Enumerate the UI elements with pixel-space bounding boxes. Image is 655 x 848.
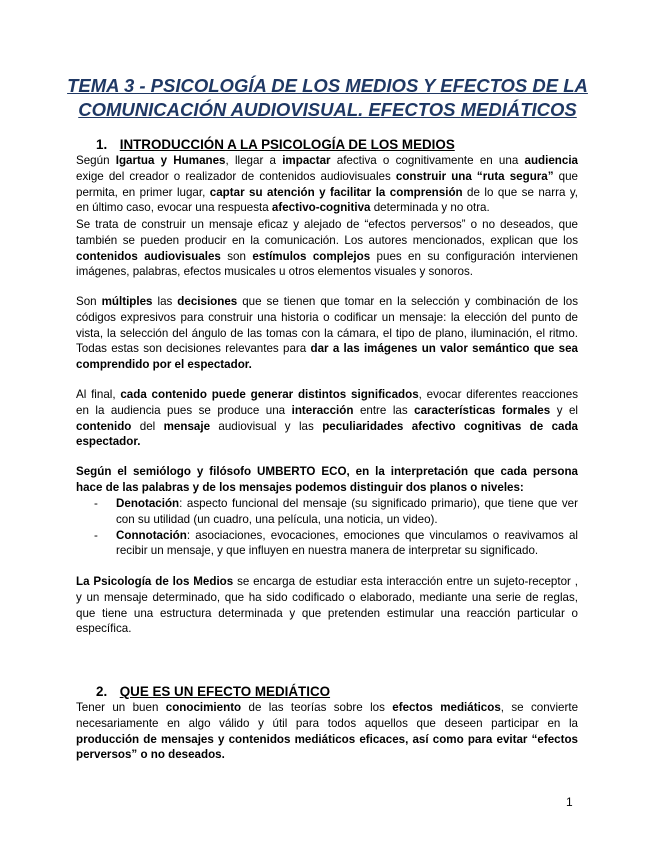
paragraph-6: La Psicología de los Medios se encarga de estudiar esta interacción entre un sujeto-receptor , y un mensaje determinado, que ha sido codificado o elaborado, mediante una serie de reglas, que tiene una estructura determinada y que pretenden estimular una reacción particular o específica. [76, 575, 578, 636]
section-1-title: INTRODUCCIÓN A LA PSICOLOGÍA DE LOS MEDIOS [119, 137, 455, 152]
list-item-connotacion: - Connotación: asociaciones, evocaciones, emociones que vinculamos o reavivamos al recibir un mensaje, y que influyen en nuestra manera de interpretar su significado. [94, 528, 578, 558]
list-item-denotacion: - Denotación: aspecto funcional del mensaje (su significado primario), que tiene que ver con su utilidad (un cuadro, una película, una noticia, un video). [94, 497, 578, 526]
page-title [60, 74, 595, 122]
paragraph-5: Según el semiólogo y filósofo UMBERTO ECO, en la interpretación que cada persona hace de las palabras y de los mensajes podemos distinguir dos planos o niveles: [76, 465, 578, 494]
section-2-number: 2. [96, 684, 108, 699]
title-line-2: COMUNICACIÓN AUDIOVISUAL. EFECTOS MEDIÁTICOS [78, 99, 577, 120]
paragraph-2: Se trata de construir un mensaje eficaz y alejado de “efectos perversos” o no deseados, que también se pueden producir en la comunicación. Los autores mencionados, explican que los contenidos audiovisuales son estímulos complejos pues en su configuración intervienen imágenes, palabras, efectos musicales u otros elementos visuales y sonoros. [76, 218, 578, 279]
paragraph-7: Tener un buen conocimiento de las teorías sobre los efectos mediáticos, se convierte necesariamente en algo válido y útil para todos aquellos que deseen participar en la producción de mensajes y contenidos mediáticos eficaces, así como para evitar “efectos perversos” o no deseados. [76, 701, 579, 762]
list-dash: - [94, 528, 98, 542]
levels-list [94, 496, 578, 559]
paragraph-3: Son múltiples las decisiones que se tienen que tomar en la selección y combinación de los códigos expresivos para construir una historia o codificar un mensaje: la elección del punto de vista, la selección del ángulo de las tomas con la cámara, el tipo de plano, iluminación, el ritmo. Todas estas son decisiones relevantes para dar a las imágenes un valor semántico que sea comprendido por el espectador. [76, 295, 578, 372]
section-1-number: 1. [96, 137, 108, 152]
section-1-heading [96, 137, 455, 153]
list-dash: - [94, 497, 98, 510]
section-2-heading [96, 684, 330, 700]
paragraph-1: Según Igartua y Humanes, llegar a impactar afectiva o cognitivamente en una audiencia exige del creador o realizador de contenidos audiovisuales construir una “ruta segura” que permita, en primer lugar, captar su atención y facilitar la comprensión de lo que se narra y, en último caso, evocar una respuesta afectivo-cognitiva determinada y no otra. [76, 154, 579, 215]
page-number: 1 [566, 795, 573, 809]
section-2-title: QUE ES UN EFECTO MEDIÁTICO [119, 684, 331, 699]
paragraph-4: Al final, cada contenido puede generar distintos significados, evocar diferentes reacciones en la audiencia pues se produce una interacción entre las características formales y el contenido del mensaje audiovisual y las peculiaridades afectivo cognitivas de cada espectador. [76, 388, 579, 449]
title-line-1: TEMA 3 - PSICOLOGÍA DE LOS MEDIOS Y EFECTOS DE LA [67, 75, 588, 96]
